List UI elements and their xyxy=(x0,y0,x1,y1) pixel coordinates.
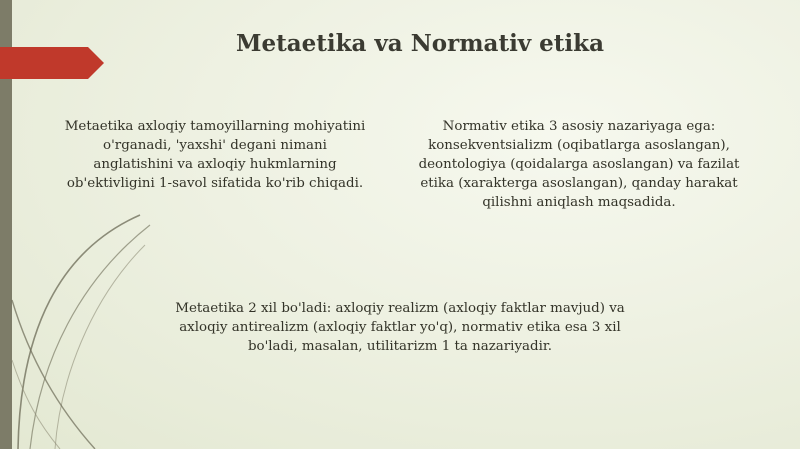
text-line: konsekventsializm (oqibatlarga asoslangan), xyxy=(428,138,730,153)
summary-text xyxy=(150,299,650,356)
text-line: etika (xarakterga asoslangan), qanday harakat xyxy=(420,176,738,191)
metaetika-description xyxy=(50,117,380,193)
text-line: axloqiy antirealizm (axloqiy faktlar yo'q), normativ etika esa 3 xil xyxy=(179,320,621,335)
text-line: Normativ etika 3 asosiy nazariyaga ega: xyxy=(442,119,716,134)
slide-title: Metaetika va Normativ etika xyxy=(235,30,605,57)
text-line: Metaetika 2 xil bo'ladi: axloqiy realizm (axloqiy faktlar mavjud) va xyxy=(175,301,625,316)
text-line: bo'ladi, masalan, utilitarizm 1 ta nazariyadir. xyxy=(247,339,553,354)
text-line: qilishni aniqlash maqsadida. xyxy=(482,195,676,210)
text-line: ob'ektivligini 1-savol sifatida ko'rib chiqadi. xyxy=(66,176,364,191)
text-line: o'rganadi, 'yaxshi' degani nimani xyxy=(103,138,327,153)
text-line: anglatishini va axloqiy hukmlarning xyxy=(93,157,337,172)
text-line: deontologiya (qoidalarga asoslangan) va fazilat xyxy=(418,157,740,172)
title-accent-tab xyxy=(0,47,104,79)
text-line: Metaetika axloqiy tamoyillarning mohiyatini xyxy=(64,119,366,134)
normativ-etika-description xyxy=(398,117,760,212)
